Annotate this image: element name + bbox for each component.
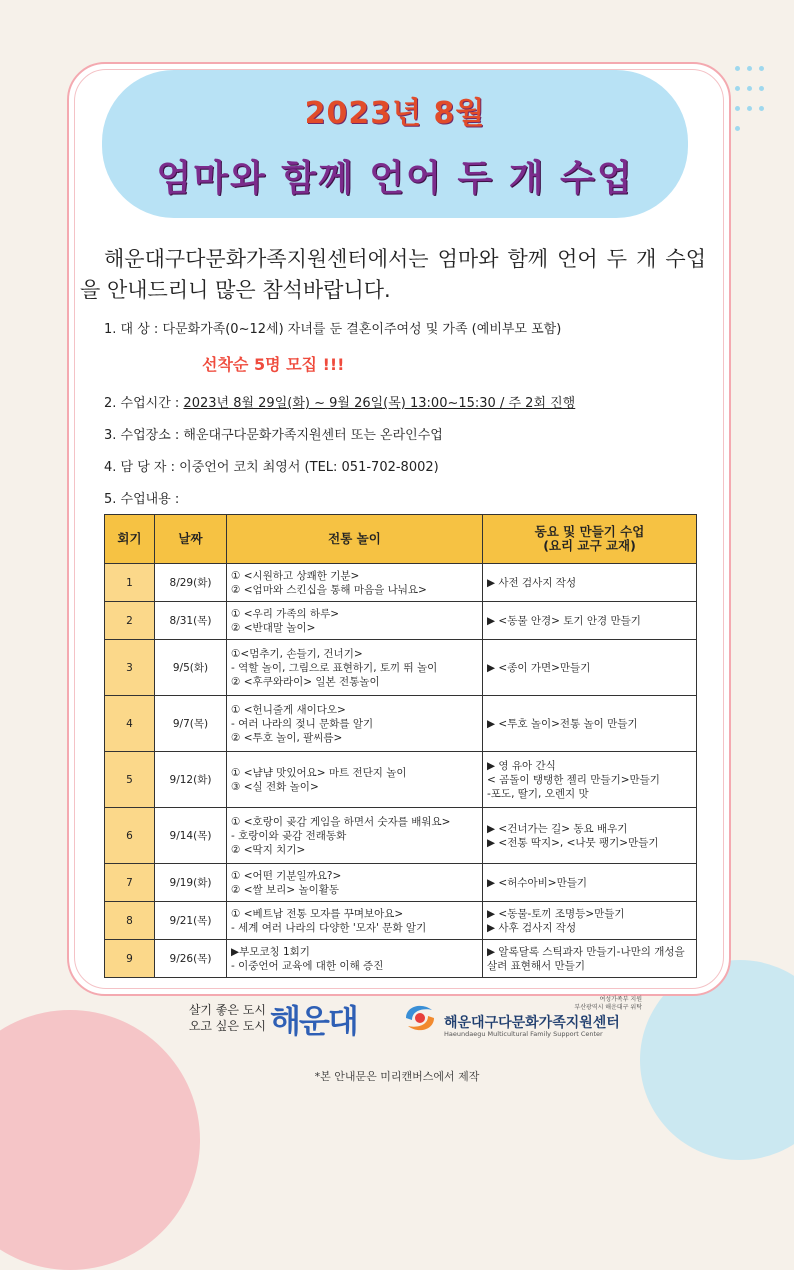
song-cell: ▶ <허수아비>만들기 (483, 864, 697, 902)
table-header-row (105, 515, 697, 564)
play-cell: ① <어떤 기분일까요?> ② <쌀 보리> 놀이활동 (227, 864, 483, 902)
session-cell: 1 (105, 564, 155, 602)
info-target (104, 318, 561, 337)
song-cell: ▶ <동물-토끼 조명등>만들기 ▶ 사후 검사지 작성 (483, 902, 697, 940)
info-content-label: 5. 수업내용 : (104, 492, 180, 507)
header-date: 날짜 (155, 515, 227, 564)
center-name: 해운대구다문화가족지원센터 (444, 1015, 620, 1031)
play-cell: ①<멈추기, 손들기, 건너기> - 역할 놀이, 그림으로 표현하기, 토끼 뛰 놀이 ② <후쿠와라이> 일본 전통놀이 (227, 640, 483, 696)
table-row (105, 940, 697, 978)
header-traditional-play: 전통 놀이 (227, 515, 483, 564)
song-cell: ▶ <동물 안경> 토기 안경 만들기 (483, 602, 697, 640)
header-session: 회기 (105, 515, 155, 564)
table-row (105, 696, 697, 752)
play-cell: ① <우리 가족의 하루> ② <반대말 놀이> (227, 602, 483, 640)
title-year-month: 2023년 8월 (304, 96, 486, 131)
background-pink-circle (0, 1010, 200, 1270)
info-time-label: 2. 수업시간 : (104, 396, 180, 411)
table-row (105, 564, 697, 602)
date-cell: 8/31(목) (155, 602, 227, 640)
schedule-table (104, 514, 697, 978)
session-cell: 6 (105, 808, 155, 864)
play-cell: ▶부모코칭 1회기 - 이중언어 교육에 대한 이해 증진 (227, 940, 483, 978)
date-cell: 9/19(화) (155, 864, 227, 902)
table-row (105, 640, 697, 696)
song-cell: ▶ <종이 가면>만들기 (483, 640, 697, 696)
date-cell: 9/12(화) (155, 752, 227, 808)
table-row (105, 808, 697, 864)
info-contact-value: 이중언어 코치 최영서 (TEL: 051-702-8002) (179, 460, 439, 475)
play-cell: ① <호랑이 곶감 게임을 하면서 숫자를 배워요> - 호랑이와 곶감 전래동화 ② <딱지 치기> (227, 808, 483, 864)
haeundae-city-logo: 해운대 (270, 1002, 357, 1040)
info-place-label: 3. 수업장소 : (104, 428, 180, 443)
first-come-notice: 선착순 5명 모집 !!! (202, 355, 345, 374)
date-cell: 9/14(목) (155, 808, 227, 864)
info-target-value: 다문화가족(0~12세) 자녀를 둔 결혼이주여성 및 가족 (예비부모 포함) (162, 322, 562, 337)
song-cell: ▶ <투호 놀이>전통 놀이 만들기 (483, 696, 697, 752)
info-time-value: 2023년 8월 29일(화) ~ 9월 26일(목) 13:00~15:30 / 주 2회 진행 (183, 396, 576, 411)
info-contact-label: 4. 담 당 자 : (104, 460, 175, 475)
play-cell: ① <베트남 전통 모자를 꾸며보아요> - 세계 여러 나라의 다양한 '모자' 문화 알기 (227, 902, 483, 940)
center-support-text: 여성가족부 지원 부산광역시 해운대구 위탁 (574, 996, 642, 1011)
table-row (105, 864, 697, 902)
session-cell: 4 (105, 696, 155, 752)
title-class-name: 엄마와 함께 언어 두 개 수업 (156, 158, 634, 199)
session-cell: 8 (105, 902, 155, 940)
info-contact (104, 456, 439, 475)
info-place-value: 해운대구다문화가족지원센터 또는 온라인수업 (183, 428, 443, 443)
table-row (105, 602, 697, 640)
info-place (104, 424, 443, 443)
song-cell: ▶ 알록달록 스틱과자 만들기-나만의 개성을 살려 표현해서 만들기 (483, 940, 697, 978)
date-cell: 9/7(목) (155, 696, 227, 752)
session-cell: 2 (105, 602, 155, 640)
song-cell: ▶ 사전 검사지 작성 (483, 564, 697, 602)
play-cell: ① <헌니줄게 새이다오> - 여러 나라의 젖니 문화를 알기 ② <투호 놀이, 팔씨름> (227, 696, 483, 752)
info-target-label: 1. 대 상 : (104, 322, 159, 337)
city-slogan: 살기 좋은 도시 오고 싶은 도시 (188, 1003, 266, 1033)
header-song-craft: 동요 및 만들기 수업 (요리 교구 교재) (483, 515, 697, 564)
table-row (105, 752, 697, 808)
intro-paragraph: 해운대구다문화가족지원센터에서는 엄마와 함께 언어 두 개 수업을 안내드리니 많은 참석바랍니다. (80, 247, 706, 302)
center-english-name: Haeundaegu Multicultural Family Support Center (444, 1030, 603, 1038)
decorative-dots (735, 66, 775, 146)
center-logo-icon (402, 1000, 438, 1036)
session-cell: 7 (105, 864, 155, 902)
footnote: *본 안내문은 미리캔버스에서 제작 (314, 1070, 480, 1083)
session-cell: 3 (105, 640, 155, 696)
date-cell: 9/26(목) (155, 940, 227, 978)
date-cell: 8/29(화) (155, 564, 227, 602)
song-cell: ▶ 영 유아 간식 < 곰돌이 탱탱한 젤리 만들기>만들기 -포도, 딸기, 오렌지 맛 (483, 752, 697, 808)
table-row (105, 902, 697, 940)
info-time (104, 392, 575, 411)
date-cell: 9/21(목) (155, 902, 227, 940)
song-cell: ▶ <건너가는 길> 동요 배우기 ▶ <전통 딱지>, <나뭇 팽기>만들기 (483, 808, 697, 864)
play-cell: ① <냠냠 맛있어요> 마트 전단지 놀이 ③ <실 전화 놀이> (227, 752, 483, 808)
date-cell: 9/5(화) (155, 640, 227, 696)
session-cell: 5 (105, 752, 155, 808)
play-cell: ① <시원하고 상쾌한 기분> ② <엄마와 스킨십을 통해 마음을 나눠요> (227, 564, 483, 602)
session-cell: 9 (105, 940, 155, 978)
